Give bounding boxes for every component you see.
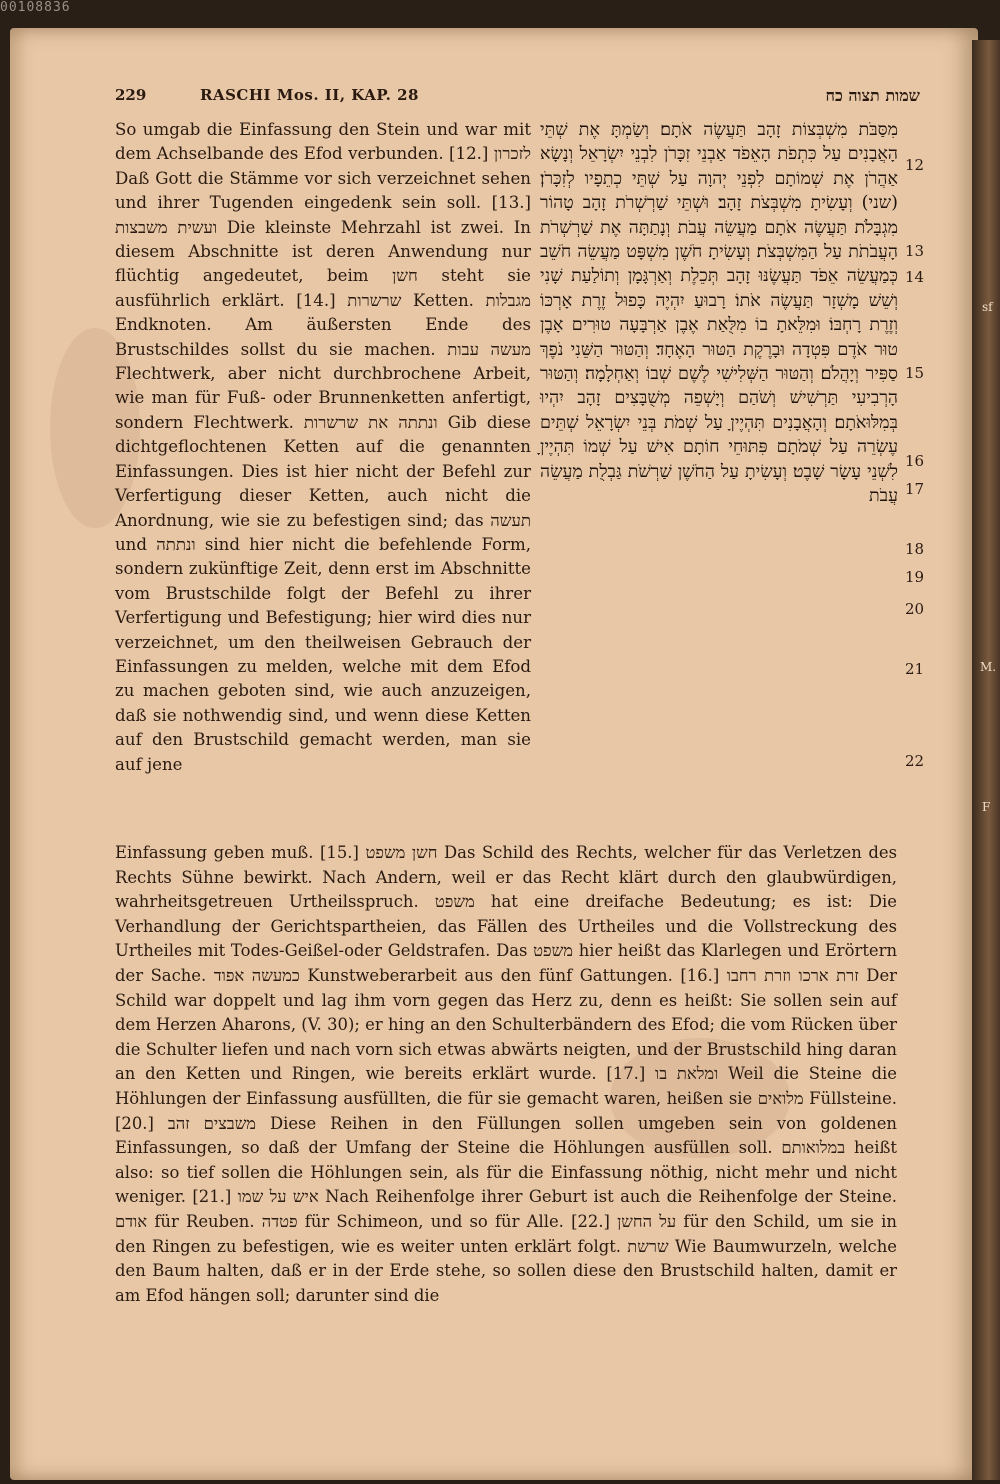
gutter-mark: F xyxy=(982,800,991,814)
verse-number: 20 xyxy=(905,600,925,618)
page-number: 229 xyxy=(115,86,147,104)
verse-number: 16 xyxy=(905,452,925,470)
verse-number: 18 xyxy=(905,540,925,558)
commentary-column: So umgab die Einfassung den Stein und war mit dem Achselbande des Efod verbunden. [12.] לזכרון Daß Gott die Stämme vor sich verzeichnet sehen und ihrer Tugenden eingedenk sein soll. [13.] ועשית משבצות Die kleinste Mehrzahl ist zwei. In diesem Abschnitte ist deren Anwendung nur flüchtig angedeutet, beim חשן steht sie ausführlich erklärt. [14.] שרשרות Ketten. מגבלות Endknoten. Am äußersten Ende des Brustschildes sollst du sie machen. מעשה עבות Flechtwerk, aber nicht durchbrochene Arbeit, wie man für Fuß- oder Brunnenketten anfertigt, sondern Flechtwerk. ונתתה את שרשרות Gib diese dichtgeflochtenen Ketten auf die genannten Einfassungen. Dies ist hier nicht der Befehl zur Verfertigung dieser Ketten, auch nicht die Anordnung, wie sie zu befestigen sind; das תעשה und ונתתה sind hier nicht die befehlende Form, sondern zukünftige Zeit, denn erst im Abschnitte vom Brustschilde folgt der Befehl zu ihrer Verfertigung und Befestigung; hier wird dies nur verzeichnet, um den theilweisen Gebrauch der Einfassungen zu melden, welche mit dem Efod zu machen geboten sind, wie auch anzuzeigen, daß sie nothwendig sind, und wenn diese Ketten auf den Brustschild gemacht werden, man sie auf jene xyxy=(115,120,531,774)
hebrew-scripture-column: מִסַּבֹּת מִשְׁבְּצוֹת זָהָב תַּעֲשֶׂה אֹתָם׃ וְשַׂמְתָּ אֶת שְׁתֵּי הָאֲבָנִים עַל כִּתְפֹת הָאֵפֹד אַבְנֵי זִכָּרֹן לִבְנֵי יִשְׂרָאֵל וְנָשָׂא אַהֲרֹן אֶת שְׁמוֹתָם לִפְנֵי יְהוָה עַל שְׁתֵּי כְתֵפָיו לְזִכָּרֹן׃ (שני) וְעָשִׂיתָ מִשְׁבְּצֹת זָהָב׃ וּשְׁתֵּי שַׁרְשְׁרֹת זָהָב טָהוֹר מִגְבָּלֹת תַּעֲשֶׂה אֹתָם מַעֲשֵׂה עֲבֹת וְנָתַתָּה אֶת שַׁרְשְׁרֹת הָעֲבֹתֹת עַל הַמִּשְׁבְּצֹת׃ וְעָשִׂיתָ חֹשֶׁן מִשְׁפָּט מַעֲשֵׂה חֹשֵׁב כְּמַעֲשֵׂה אֵפֹד תַּעֲשֶׂנּוּ זָהָב תְּכֵלֶת וְאַרְגָּמָן וְתוֹלַעַת שָׁנִי וְשֵׁשׁ מָשְׁזָר תַּעֲשֶׂה אֹתוֹ׃ רָבוּעַ יִהְיֶה כָּפוּל זֶרֶת אָרְכּוֹ וְזֶרֶת רָחְבּוֹ׃ וּמִלֵּאתָ בוֹ מִלֻּאַת אֶבֶן אַרְבָּעָה טוּרִים אָבֶן טוּר אֹדֶם פִּטְדָה וּבָרֶקֶת הַטּוּר הָאֶחָד׃ וְהַטּוּר הַשֵּׁנִי נֹפֶךְ סַפִּיר וְיָהֲלֹם׃ וְהַטּוּר הַשְּׁלִישִׁי לֶשֶׁם שְׁבוֹ וְאַחְלָמָה׃ וְהַטּוּר הָרְבִיעִי תַּרְשִׁישׁ וְשֹׁהַם וְיָשְׁפֵה מְשֻׁבָּצִים זָהָב יִהְיוּ בְּמִלּוּאֹתָם׃ וְהָאֲבָנִים תִּהְיֶיןָ עַל שְׁמֹת בְּנֵי יִשְׂרָאֵל שְׁתֵּים עֶשְׂרֵה עַל שְׁמֹתָם פִּתּוּחֵי חוֹתָם אִישׁ עַל שְׁמוֹ תִּהְיֶיןָ לִשְׁנֵי עָשָׂר שָׁבֶט׃ וְעָשִׂיתָ עַל הַחֹשֶׁן שַׁרְשֹׁת גַּבְלֻת מַעֲשֵׂה עֲבֹת xyxy=(540,120,898,507)
commentary-continuation: Einfassung geben muß. [15.] חשן משפט Das Schild des Rechts, welcher für das Verletzen des Rechts Sühne bewirkt. Nach Andern, weil er das Recht klärt durch den glaubwürdigen, wahrheitsgetreuen Urtheilsspruch. משפט hat eine dreifache Bedeutung; es ist: Die Verhandlung der Gerichtspartheien, das Fällen des Urtheiles und die Vollstreckung des Urtheiles mit Todes-Geißel-oder Geldstrafen. Das משפט hier heißt das Klarlegen und Erörtern der Sache. כמעשה אפוד Kunstweberarbeit aus den fünf Gattungen. [16.] זרת ארכו וזרת רחבו Der Schild war doppelt und lag ihm vorn gegen das Herz zu, denn es heißt: Sie sollen sein auf dem Herzen Aharons, (V. 30); er hing an den Schulterbändern des Efod; die vom Rücken über die Schulter liefen und nach vorn sich etwas abwärts neigten, und der Brustschild hing daran an den Ketten und Ringen, wie bereits erklärt wurde. [17.] ומלאת בו Weil die Steine die Höhlungen der Einfassung ausfüllten, die für sie gemacht waren, heißen sie מלואים Füllsteine. [20.] משבצים זהב Diese Reihen in den Füllungen sollen umgeben sein von goldenen Einfassungen, so daß der Umfang der Steine die Höhlungen ausfüllen soll. במלואותם heißt also: so tief sollen die Höhlungen sein, als für die Einfassung nöthig, nicht mehr und nicht weniger. [21.] איש על שמו Nach Reihenfolge ihrer Geburt ist auch die Reihenfolge der Steine. אודם für Reuben. פטדה für Schimeon, und so für Alle. [22.] על החשן für den Schild, um sie in den Ringen zu befestigen, wie es weiter unten erklärt folgt. שרשת Wie Baumwurzeln, welche den Baum halten, daß er in der Erde stehe, so sollen diese den Brustschild halten, damit er am Efod hängen soll; darunter sind die xyxy=(115,843,897,1305)
verse-number: 15 xyxy=(905,364,925,382)
verse-number: 14 xyxy=(905,268,925,286)
verse-number: 22 xyxy=(905,752,925,770)
gutter-mark: M. xyxy=(980,660,997,674)
verse-number: 19 xyxy=(905,568,925,586)
scan-id-label: 00108836 xyxy=(0,0,71,15)
running-head-left: RASCHI Mos. II, KAP. 28 xyxy=(200,86,419,104)
verse-number: 13 xyxy=(905,242,925,260)
verse-number: 12 xyxy=(905,156,925,174)
page-header xyxy=(100,86,920,110)
book-gutter xyxy=(972,40,1000,1480)
verse-number: 17 xyxy=(905,480,925,498)
verse-number: 21 xyxy=(905,660,925,678)
gutter-mark: sf xyxy=(982,300,993,314)
running-head-right: שמות תצוה כח xyxy=(825,86,920,105)
